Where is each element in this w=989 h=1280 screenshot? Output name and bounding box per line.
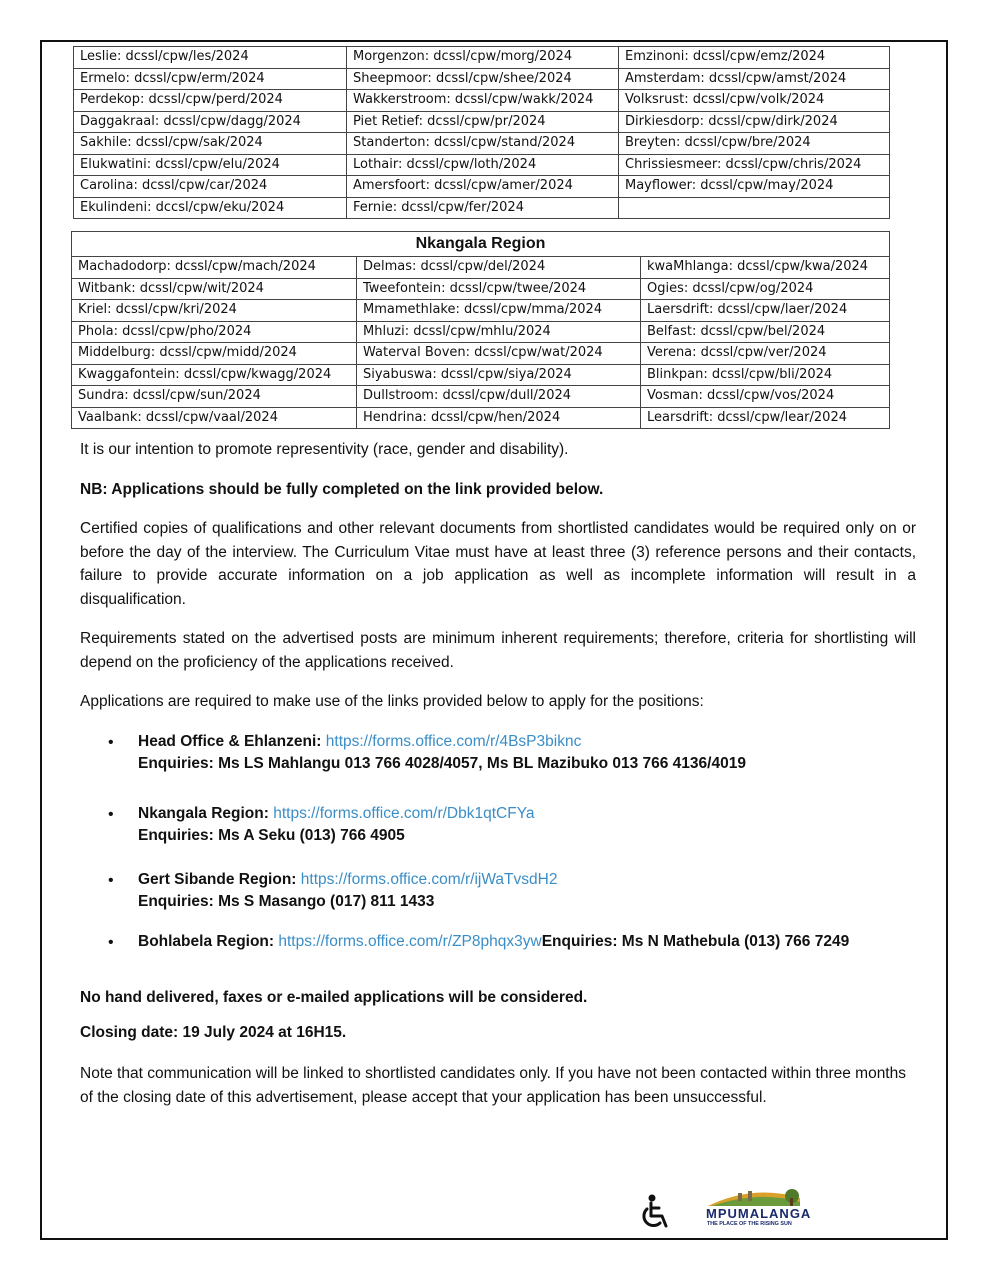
table-cell: Blinkpan: dcssl/cpw/bli/2024 xyxy=(641,364,890,386)
table-cell: Kriel: dcssl/cpw/kri/2024 xyxy=(72,300,357,322)
table-cell: Emzinoni: dcssl/cpw/emz/2024 xyxy=(619,47,890,69)
table-cell: Vosman: dcssl/cpw/vos/2024 xyxy=(641,386,890,408)
table-cell: Morgenzon: dcssl/cpw/morg/2024 xyxy=(347,47,619,69)
nkangala-region-table xyxy=(71,231,890,429)
table-cell: Tweefontein: dcssl/cpw/twee/2024 xyxy=(357,278,641,300)
closing-date: Closing date: 19 July 2024 at 16H15. xyxy=(80,1024,347,1041)
table-cell: Wakkerstroom: dcssl/cpw/wakk/2024 xyxy=(347,90,619,112)
bullet-icon: • xyxy=(108,934,114,951)
region-label: Head Office & Ehlanzeni: xyxy=(138,733,326,750)
table-cell: Elukwatini: dcssl/cpw/elu/2024 xyxy=(74,154,347,176)
bullet-icon: • xyxy=(108,872,114,889)
bullet-icon: • xyxy=(108,806,114,823)
table-cell: Amsterdam: dcssl/cpw/amst/2024 xyxy=(619,68,890,90)
no-hand-delivered-statement: No hand delivered, faxes or e-mailed applications will be considered. xyxy=(80,989,588,1006)
table-row xyxy=(72,321,890,343)
table-cell: Leslie: dcssl/cpw/les/2024 xyxy=(74,47,347,69)
representivity-statement: It is our intention to promote representivity (race, gender and disability). xyxy=(80,441,569,458)
region-item-nkangala xyxy=(138,803,908,847)
certified-copies-paragraph: Certified copies of qualifications and other relevant documents from shortlisted candidates would be required only on or before the day of the interview. The Curriculum Vitae must have at least three (3) reference persons and their contacts, failure to provide accurate information on a job application as well as incomplete information will result in a disqualification. xyxy=(80,520,916,608)
head-office-link[interactable]: https://forms.office.com/r/4BsP3biknc xyxy=(325,733,582,750)
communication-note: Note that communication will be linked to shortlisted candidates only. If you have not been contacted within three months of the closing date of this advertisement, please accept that your application has been unsuccessful. xyxy=(80,1065,906,1106)
region-label: Nkangala Region: xyxy=(138,805,274,822)
table-cell: Daggakraal: dcssl/cpw/dagg/2024 xyxy=(74,111,347,133)
wheelchair-icon xyxy=(636,1192,674,1232)
table-cell: Laersdrift: dcssl/cpw/laer/2024 xyxy=(641,300,890,322)
table-row xyxy=(72,300,890,322)
logo-name: MPUMALANGA xyxy=(706,1206,812,1221)
region-item-bohlabela xyxy=(138,931,908,953)
table-cell: Ermelo: dcssl/cpw/erm/2024 xyxy=(74,68,347,90)
table-cell: Mmamethlake: dcssl/cpw/mma/2024 xyxy=(357,300,641,322)
region-enquiries: Enquiries: Ms A Seku (013) 766 4905 xyxy=(138,827,405,844)
table-cell: Sundra: dcssl/cpw/sun/2024 xyxy=(72,386,357,408)
table-cell: Ekulindeni: dccsl/cpw/eku/2024 xyxy=(74,197,347,219)
table-cell: Middelburg: dcssl/cpw/midd/2024 xyxy=(72,343,357,365)
table-row xyxy=(72,386,890,408)
region-label: Gert Sibande Region: xyxy=(138,871,301,888)
nb-statement: NB: Applications should be fully completed on the link provided below. xyxy=(80,481,604,498)
table-row xyxy=(74,197,890,219)
region-label: Bohlabela Region: xyxy=(138,933,279,950)
nkangala-table-title: Nkangala Region xyxy=(72,232,890,257)
table-row xyxy=(74,133,890,155)
bohlabela-link[interactable]: https://forms.office.com/r/ZP8phqx3yw xyxy=(278,933,542,950)
table-cell: Verena: dcssl/cpw/ver/2024 xyxy=(641,343,890,365)
table-cell: Chrissiesmeer: dcssl/cpw/chris/2024 xyxy=(619,154,890,176)
table-cell: Ogies: dcssl/cpw/og/2024 xyxy=(641,278,890,300)
table-cell: Kwaggafontein: dcssl/cpw/kwagg/2024 xyxy=(72,364,357,386)
table-cell: Fernie: dcssl/cpw/fer/2024 xyxy=(347,197,619,219)
table-cell: Delmas: dcssl/cpw/del/2024 xyxy=(357,257,641,279)
table-cell: kwaMhlanga: dcssl/cpw/kwa/2024 xyxy=(641,257,890,279)
table-cell: Learsdrift: dcssl/cpw/lear/2024 xyxy=(641,407,890,429)
table-row xyxy=(74,154,890,176)
gert-sibande-link[interactable]: https://forms.office.com/r/ijWaTvsdH2 xyxy=(300,871,558,888)
table-cell: Dirkiesdorp: dcssl/cpw/dirk/2024 xyxy=(619,111,890,133)
table-cell: Piet Retief: dcssl/cpw/pr/2024 xyxy=(347,111,619,133)
table-row xyxy=(74,111,890,133)
table-cell: Volksrust: dcssl/cpw/volk/2024 xyxy=(619,90,890,112)
region-item-head-office xyxy=(138,731,908,775)
table-row xyxy=(72,257,890,279)
table-cell: Hendrina: dcssl/cpw/hen/2024 xyxy=(357,407,641,429)
table-cell: Lothair: dcssl/cpw/loth/2024 xyxy=(347,154,619,176)
table-cell: Siyabuswa: dcssl/cpw/siya/2024 xyxy=(357,364,641,386)
table-row xyxy=(74,47,890,69)
table-cell: Breyten: dcssl/cpw/bre/2024 xyxy=(619,133,890,155)
table-cell: Dullstroom: dcssl/cpw/dull/2024 xyxy=(357,386,641,408)
region-enquiries: Enquiries: Ms S Masango (017) 811 1433 xyxy=(138,893,435,910)
table-cell: Belfast: dcssl/cpw/bel/2024 xyxy=(641,321,890,343)
table-cell: Perdekop: dcssl/cpw/perd/2024 xyxy=(74,90,347,112)
table-cell: Waterval Boven: dcssl/cpw/wat/2024 xyxy=(357,343,641,365)
table-cell: Witbank: dcssl/cpw/wit/2024 xyxy=(72,278,357,300)
table-row xyxy=(72,364,890,386)
nkangala-link[interactable]: https://forms.office.com/r/Dbk1qtCFYa xyxy=(273,805,535,822)
table-row xyxy=(72,407,890,429)
table-row xyxy=(74,176,890,198)
table-cell: Amersfoort: dcssl/cpw/amer/2024 xyxy=(347,176,619,198)
table-row xyxy=(74,68,890,90)
region-enquiries: Enquiries: Ms N Mathebula (013) 766 7249 xyxy=(541,933,850,950)
applications-intro: Applications are required to make use of the links provided below to apply for the positions: xyxy=(80,693,704,710)
towns-table-top xyxy=(73,46,890,219)
table-cell: Standerton: dcssl/cpw/stand/2024 xyxy=(347,133,619,155)
table-cell: Mayflower: dcssl/cpw/may/2024 xyxy=(619,176,890,198)
table-row xyxy=(72,278,890,300)
table-cell: Sakhile: dcssl/cpw/sak/2024 xyxy=(74,133,347,155)
table-cell: Mhluzi: dcssl/cpw/mhlu/2024 xyxy=(357,321,641,343)
table-cell: Vaalbank: dcssl/cpw/vaal/2024 xyxy=(72,407,357,429)
table-row xyxy=(74,90,890,112)
logo-tagline: THE PLACE OF THE RISING SUN xyxy=(707,1221,792,1226)
table-cell: Phola: dcssl/cpw/pho/2024 xyxy=(72,321,357,343)
mpumalanga-logo xyxy=(704,1184,854,1226)
table-cell: Sheepmoor: dcssl/cpw/shee/2024 xyxy=(347,68,619,90)
bullet-icon: • xyxy=(108,734,114,751)
table-cell: Carolina: dcssl/cpw/car/2024 xyxy=(74,176,347,198)
table-cell xyxy=(619,197,890,219)
table-cell: Machadodorp: dcssl/cpw/mach/2024 xyxy=(72,257,357,279)
region-enquiries: Enquiries: Ms LS Mahlangu 013 766 4028/4057, Ms BL Mazibuko 013 766 4136/4019 xyxy=(138,755,746,772)
region-item-gert-sibande xyxy=(138,869,908,913)
requirements-paragraph: Requirements stated on the advertised posts are minimum inherent requirements; therefore, criteria for shortlisting will depend on the proficiency of the applications received. xyxy=(80,630,916,671)
table-row xyxy=(72,343,890,365)
